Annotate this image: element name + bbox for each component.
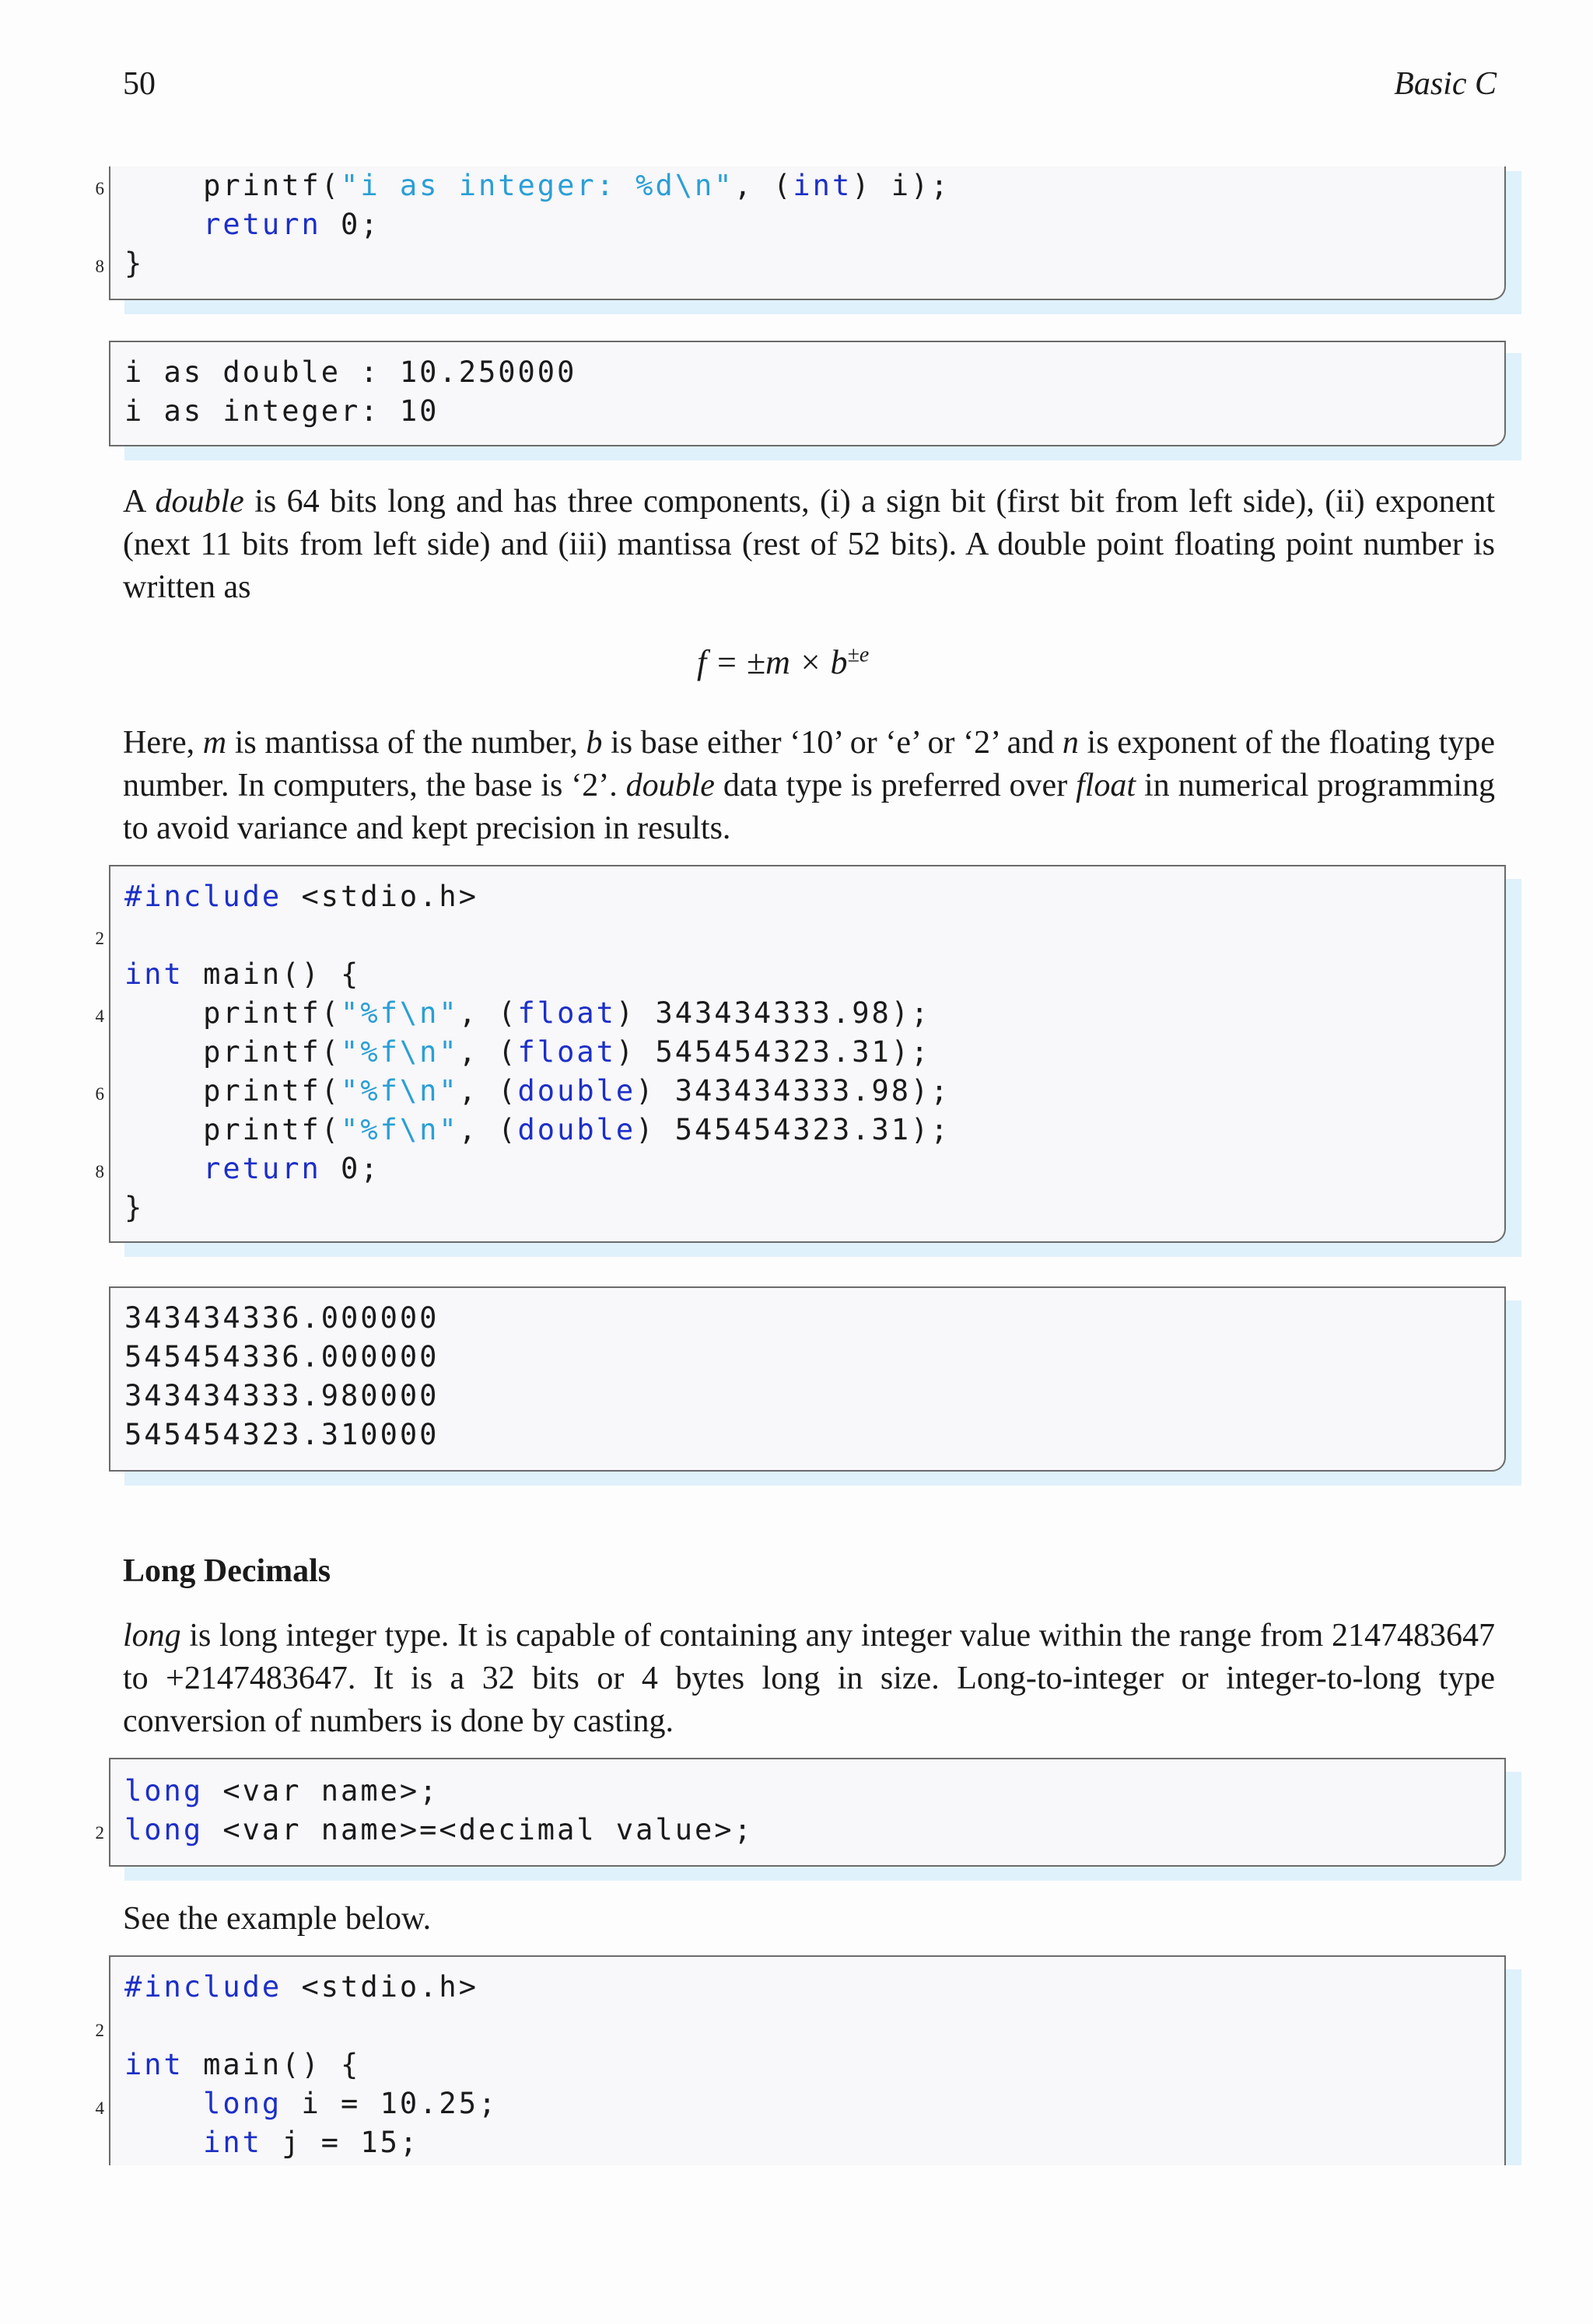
line-number: 8 [95, 1162, 104, 1181]
line-number: 2 [95, 2021, 104, 2040]
formula: $f = \pm m \times b^{\pm e}$ [697, 642, 870, 681]
line-number: 4 [95, 1006, 104, 1026]
running-title: Basic C [1394, 66, 1497, 102]
code-2-text: #include <stdio.h> int main() { printf("%f\n", (float) 343434333.98); printf("%f\n", (float) 545454323.31); printf("%f\n", (double) 343434333.98); printf("%f\n", (double) 545454323.31); return 0; } [124, 880, 951, 1224]
line-number: 4 [95, 2098, 104, 2118]
code-1-text: printf("i as integer: %d\n", (int) i); return 0; } [124, 169, 951, 280]
output-1-text: i as double : 10.250000 i as integer: 10 [124, 355, 577, 428]
page-number: 50 [123, 66, 156, 102]
line-number: 2 [95, 929, 104, 948]
code-4-text: #include <stdio.h> int main() { long i = 10.25; int j = 15; [124, 1970, 499, 2159]
line-number: 2 [95, 1823, 104, 1843]
paragraph-long-description: long is long integer type. It is capable of containing any integer value within the range from 2147483647 to +2147483647. It is a 32 bits or 4 bytes long in size. Long-to-integer or integer-to-long type conversion of numbers is done by casting. [123, 1618, 1495, 1739]
code-3-text: long <var name>; long <var name>=<decimal value>; [124, 1774, 754, 1846]
output-2-text: 343434336.000000 545454336.000000 343434333.980000 545454323.310000 [124, 1301, 439, 1451]
line-number: 6 [95, 179, 104, 198]
paragraph-double-description: A double is 64 bits long and has three components, (i) a sign bit (first bit from left side), (ii) exponent (next 11 bits from left side) and (iii) mantissa (rest of 52 bits). A double point floating point number is written as [123, 484, 1495, 605]
line-number: 6 [95, 1084, 104, 1104]
line-number: 8 [95, 257, 104, 276]
paragraph-mantissa-explanation: Here, m is mantissa of the number, b is base either ‘10’ or ‘e’ or ‘2’ and n is exponent of the floating type number. In computers, the base is ‘2’. double data type is preferred over float in numerical programming to avoid variance and kept precision in results. [123, 725, 1496, 846]
section-heading: Long Decimals [123, 1553, 331, 1589]
paragraph-see-example: See the example below. [123, 1901, 432, 1937]
